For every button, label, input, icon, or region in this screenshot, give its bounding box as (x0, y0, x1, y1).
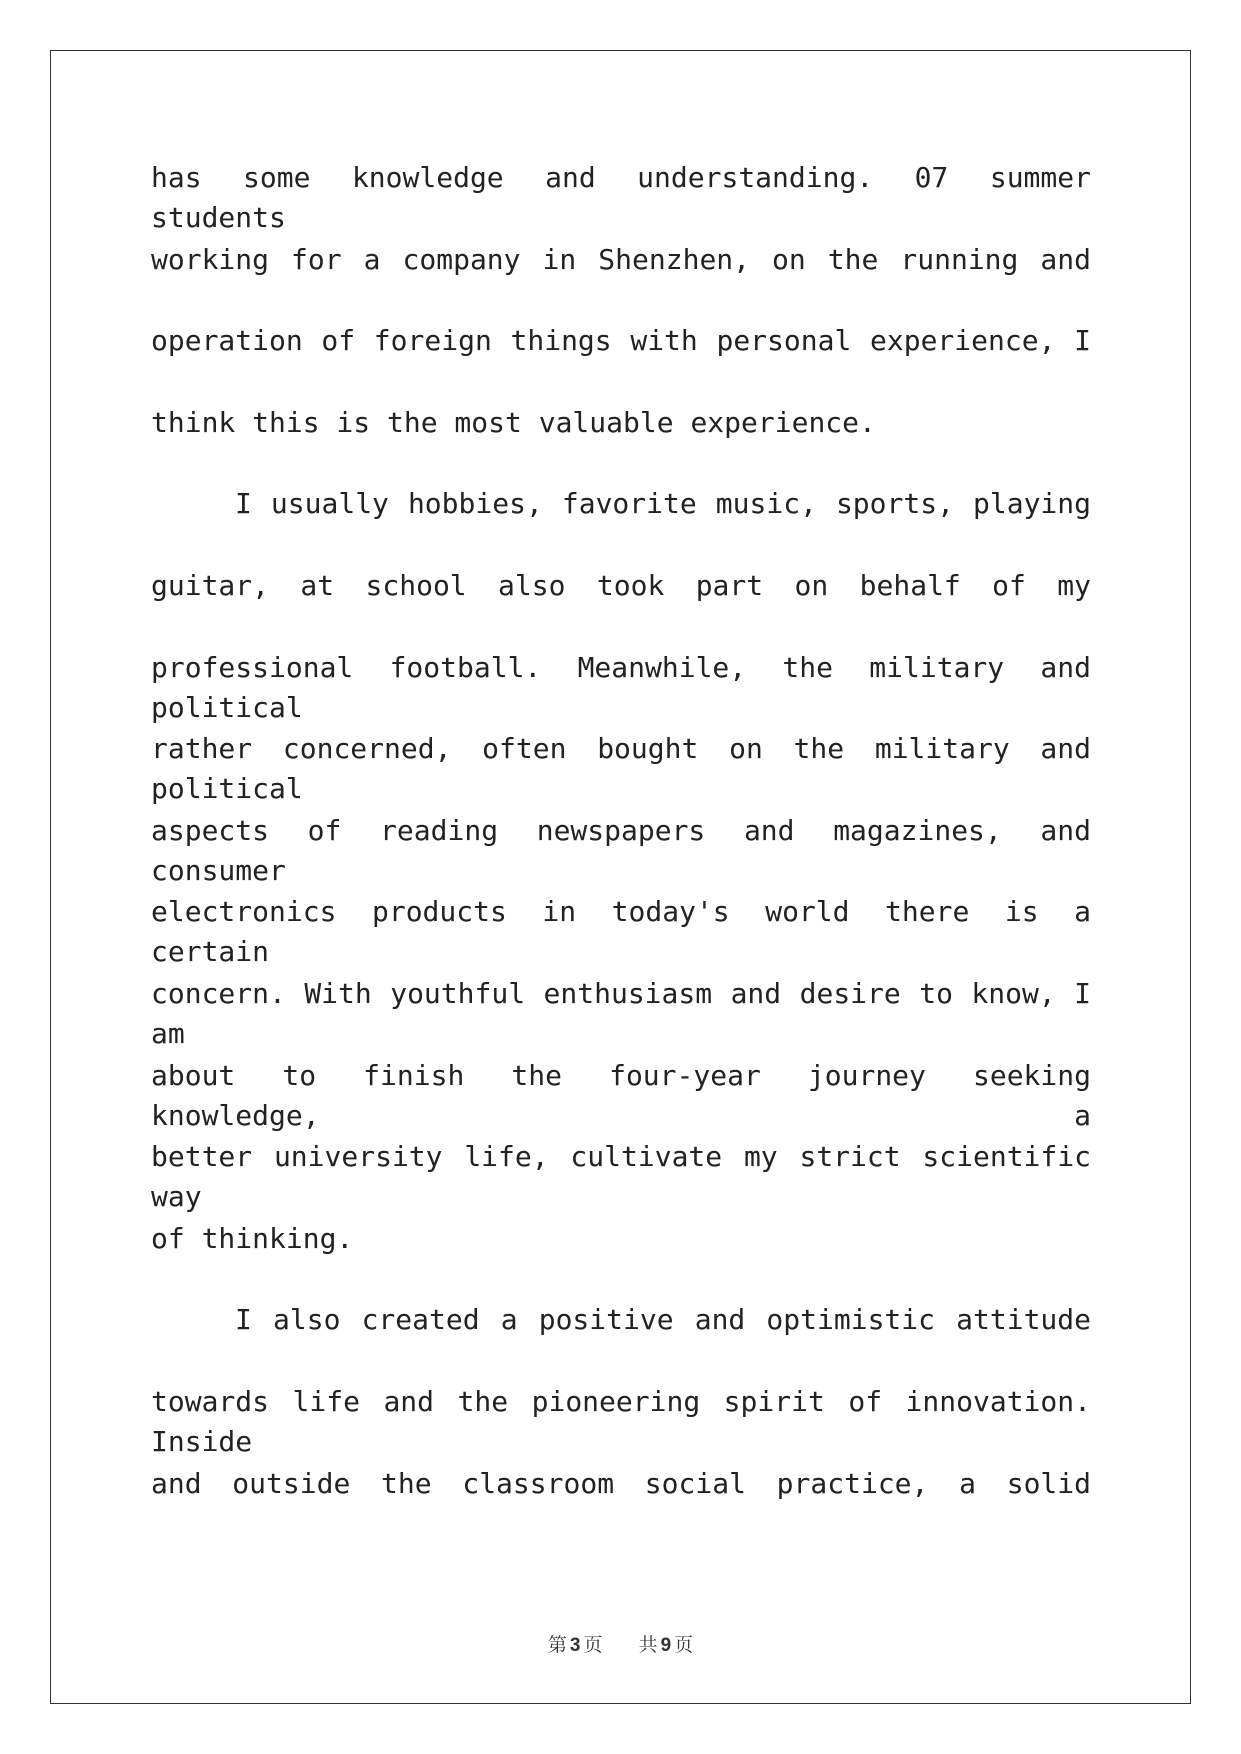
text-line: electronics products in today's world there is a certain (151, 895, 1091, 969)
text-line: concern. With youthful enthusiasm and desire to know, I am (151, 976, 1091, 1050)
page-number-footer (0, 1630, 1241, 1657)
text-line: think this is the most valuable experience. (151, 405, 876, 439)
text-line: aspects of reading newspapers and magazines, and consumer (151, 813, 1091, 887)
text-line: and outside the classroom social practice, a solid (151, 1466, 1091, 1500)
text-line: better university life, cultivate my strict scientific way (151, 1140, 1091, 1214)
page-prefix: 第 (547, 1634, 567, 1656)
text-line: operation of foreign things with personal experience, I (151, 324, 1091, 358)
text-line: working for a company in Shenzhen, on the running and (151, 242, 1091, 276)
text-line: rather concerned, often bought on the military and political (151, 732, 1091, 806)
text-line: guitar, at school also took part on behalf of my (151, 568, 1091, 602)
text-line: I usually hobbies, favorite music, sports, playing (235, 487, 1091, 521)
text-line: professional football. Meanwhile, the military and political (151, 650, 1091, 724)
body-text (151, 158, 1091, 1545)
total-suffix: 页 (674, 1634, 694, 1656)
text-line: of thinking. (151, 1221, 354, 1255)
text-line: has some knowledge and understanding. 07 summer students (151, 161, 1091, 234)
current-page-number: 3 (569, 1635, 581, 1656)
text-line: towards life and the pioneering spirit of innovation. Inside (151, 1384, 1091, 1458)
total-page-count: 9 (660, 1635, 672, 1656)
text-line: about to finish the four-year journey seeking knowledge, a (151, 1058, 1091, 1132)
text-line: I also created a positive and optimistic attitude (235, 1303, 1091, 1337)
page-suffix: 页 (583, 1634, 603, 1656)
total-prefix: 共 (638, 1634, 658, 1656)
